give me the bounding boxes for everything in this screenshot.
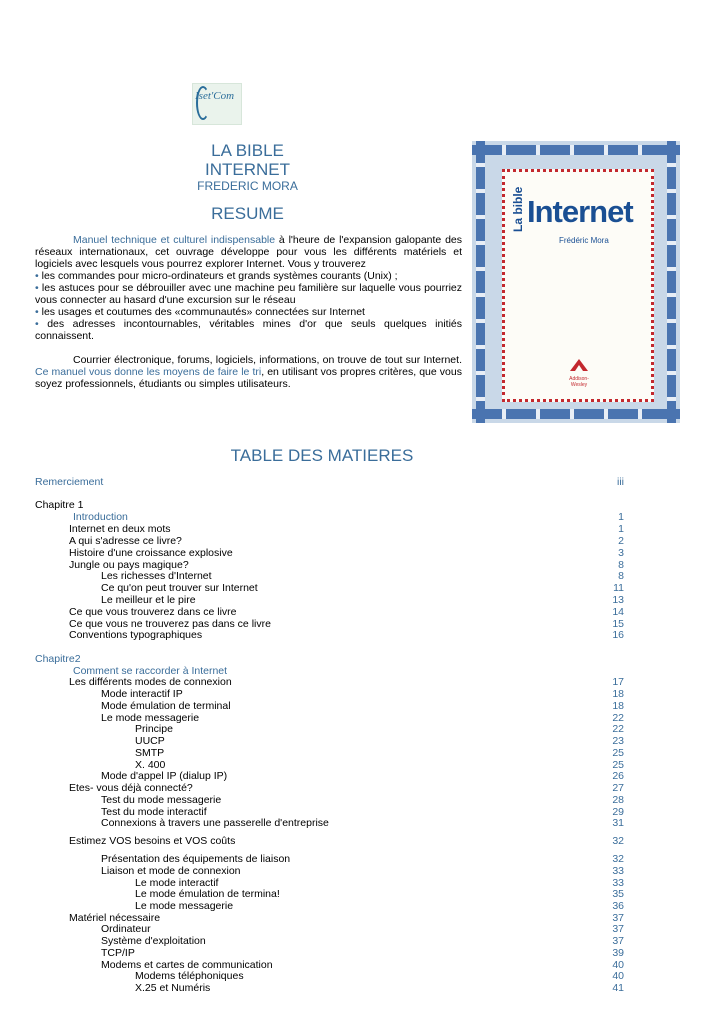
toc-page-number: 37 [612, 935, 624, 947]
toc-entry: X.25 et Numéris [135, 982, 211, 994]
summary-body-2a: Courrier électronique, forums, logiciels, informations, on trouve de tout sur Internet. [73, 354, 462, 366]
book-cover-image [472, 141, 680, 423]
book-author: FREDERIC MORA [197, 179, 298, 193]
toc-entry: Histoire d'une croissance explosive [69, 547, 233, 559]
toc-entry: Matériel nécessaire [69, 912, 161, 924]
summary-highlight-2: Ce manuel vous donne les moyens de faire le tri [35, 366, 262, 378]
toc-page-number: 11 [613, 582, 624, 594]
toc-page-number: 13 [612, 594, 624, 606]
summary-body-2b: , en utilisant vos propres critères, que vous soyez professionnels, étudiants ou simples utilisateurs. [35, 366, 462, 390]
toc-entry: Test du mode messagerie [101, 794, 222, 806]
iset-com-logo [192, 83, 242, 125]
toc-entry: Mode émulation de terminal [101, 700, 231, 712]
book-title-line2: INTERNET [205, 160, 290, 179]
toc-entry: Mode d'appel IP (dialup IP) [101, 770, 228, 782]
toc-page-number: 14 [612, 606, 624, 618]
cover-panel [502, 169, 654, 402]
bullet-icon: • [35, 282, 39, 294]
cover-side-title: La bible [511, 186, 525, 232]
toc-entry: Modems téléphoniques [135, 970, 244, 982]
toc-entry: Remerciement [35, 476, 104, 488]
toc-entry: X. 400 [135, 759, 166, 771]
toc-entry: Ce qu'on peut trouver sur Internet [101, 582, 258, 594]
summary-bullet-3: • les usages et coutumes des «communautés» connectées sur Internet [35, 306, 365, 318]
toc-page-number: 17 [612, 676, 624, 688]
summary-bullet-2: • les astuces pour se débrouiller avec une machine peu familière sur laquelle vous pourriez vous connecter au hasard d'une excursion sur le réseau [35, 282, 462, 306]
bullet-icon: • [35, 270, 39, 282]
toc-page-number: 26 [612, 770, 624, 782]
spacer [35, 342, 462, 354]
toc-entry: Modems et cartes de communication [101, 959, 273, 971]
toc-page-number: 18 [612, 700, 624, 712]
toc-entry: Introduction [73, 511, 128, 523]
bullet-icon: • [35, 306, 39, 318]
toc-entry: Ce que vous trouverez dans ce livre [69, 606, 237, 618]
summary-bullet-1: • les commandes pour micro-ordinateurs et grands systèmes courants (Unix) ; [35, 270, 398, 282]
toc-page-number: 33 [612, 877, 624, 889]
summary-text [35, 234, 462, 390]
logo-text: Iset'Com [195, 90, 235, 102]
toc-page-number: 22 [612, 723, 624, 735]
toc-page-number: 37 [612, 923, 624, 935]
toc-entry: A qui s'adresse ce livre? [69, 535, 182, 547]
resume-heading: RESUME [211, 204, 284, 223]
toc-page-number: 37 [612, 912, 624, 924]
toc-entry: SMTP [135, 747, 165, 759]
toc-entry: Le mode interactif [135, 877, 219, 889]
toc-heading: TABLE DES MATIERES [230, 446, 414, 465]
toc-entry: Chapitre2 [35, 653, 81, 665]
toc-entry: Le mode messagerie [135, 900, 234, 912]
summary-highlight-1: Manuel technique et culturel indispensable [73, 234, 276, 246]
toc-page-number: 2 [618, 535, 624, 547]
toc-page-number: 28 [612, 794, 624, 806]
toc-page-number: 25 [612, 759, 624, 771]
toc-entry: Liaison et mode de connexion [101, 865, 241, 877]
toc-page-number: 1 [618, 523, 624, 535]
toc-entry: Système d'exploitation [101, 935, 206, 947]
toc-page-number: 29 [612, 806, 624, 818]
cover-border-left [476, 141, 485, 423]
cover-border-top [472, 145, 680, 155]
toc-entry: Internet en deux mots [69, 523, 171, 535]
toc-page-number: 27 [612, 782, 624, 794]
toc-page-number: 18 [612, 688, 624, 700]
toc-entry: Etes- vous déjà connecté? [69, 782, 193, 794]
cover-border-right [667, 141, 676, 423]
book-title-line1: LA BIBLE [211, 141, 284, 160]
toc-page-number: 36 [612, 900, 624, 912]
toc-entry: Chapitre 1 [35, 499, 84, 511]
toc-entry: Les richesses d'Internet [101, 570, 212, 582]
toc-entry: Jungle ou pays magique? [69, 559, 189, 571]
toc-entry: Test du mode interactif [101, 806, 207, 818]
toc-entry: Comment se raccorder à Internet [73, 665, 228, 677]
toc-entry: Le mode émulation de termina! [135, 888, 280, 900]
cover-author: Frédéric Mora [559, 236, 609, 245]
toc-entry: Le meilleur et le pire [101, 594, 196, 606]
toc-entry: TCP/IP [101, 947, 135, 959]
toc-entry: Présentation des équipements de liaison [101, 853, 291, 865]
summary-paragraph-2 [35, 354, 462, 390]
summary-paragraph-1 [35, 234, 462, 270]
toc-page-number: 25 [612, 747, 624, 759]
bullet-icon: • [35, 318, 39, 330]
toc-page-number: 40 [612, 970, 624, 982]
toc-page-number: 39 [612, 947, 624, 959]
summary-bullet-4: • des adresses incontournables, véritables mines d'or que seuls quelques initiés connaissent. [35, 318, 462, 342]
toc-entry: UUCP [135, 735, 165, 747]
toc-page-number: 22 [612, 712, 624, 724]
toc-entry: Conventions typographiques [69, 629, 203, 641]
toc-page-number: 8 [618, 559, 624, 571]
summary-body-1: à l'heure de l'expansion galopante des réseaux internationaux, cet ouvrage développe pour vous les différents matériels et logiciels avec lesquels vous pourrez explorer Internet. Vous y trouverez [35, 234, 463, 270]
toc-entry: Estimez VOS besoins et VOS coûts [69, 835, 236, 847]
cover-publisher: Addison-Wesley [569, 376, 589, 388]
toc-page-number: 1 [618, 511, 624, 523]
toc-page-number: 16 [612, 629, 624, 641]
toc-page-number: 8 [618, 570, 624, 582]
toc-entry: Ce que vous ne trouverez pas dans ce livre [69, 618, 271, 630]
toc-entry: Principe [135, 723, 173, 735]
toc-page-number: 23 [612, 735, 624, 747]
cover-border-bottom [472, 409, 680, 419]
toc-entry: Mode interactif IP [101, 688, 183, 700]
publisher-logo-icon [569, 358, 589, 372]
toc-page-number: 41 [612, 982, 624, 994]
toc-page-number: iii [617, 476, 624, 488]
toc-page-number: 15 [612, 618, 624, 630]
toc-entry: Connexions à travers une passerelle d'entreprise [101, 817, 329, 829]
toc-page-number: 33 [612, 865, 624, 877]
toc-page-number: 3 [618, 547, 624, 559]
toc-page-number: 32 [612, 853, 624, 865]
toc-entry: Ordinateur [101, 923, 151, 935]
toc-entry: Le mode messagerie [101, 712, 200, 724]
toc-entry: Les différents modes de connexion [69, 676, 232, 688]
toc-page-number: 31 [612, 817, 624, 829]
toc-page-number: 40 [612, 959, 624, 971]
toc-page-number: 35 [612, 888, 624, 900]
toc-page-number: 32 [612, 835, 624, 847]
cover-title: Internet [527, 194, 633, 229]
